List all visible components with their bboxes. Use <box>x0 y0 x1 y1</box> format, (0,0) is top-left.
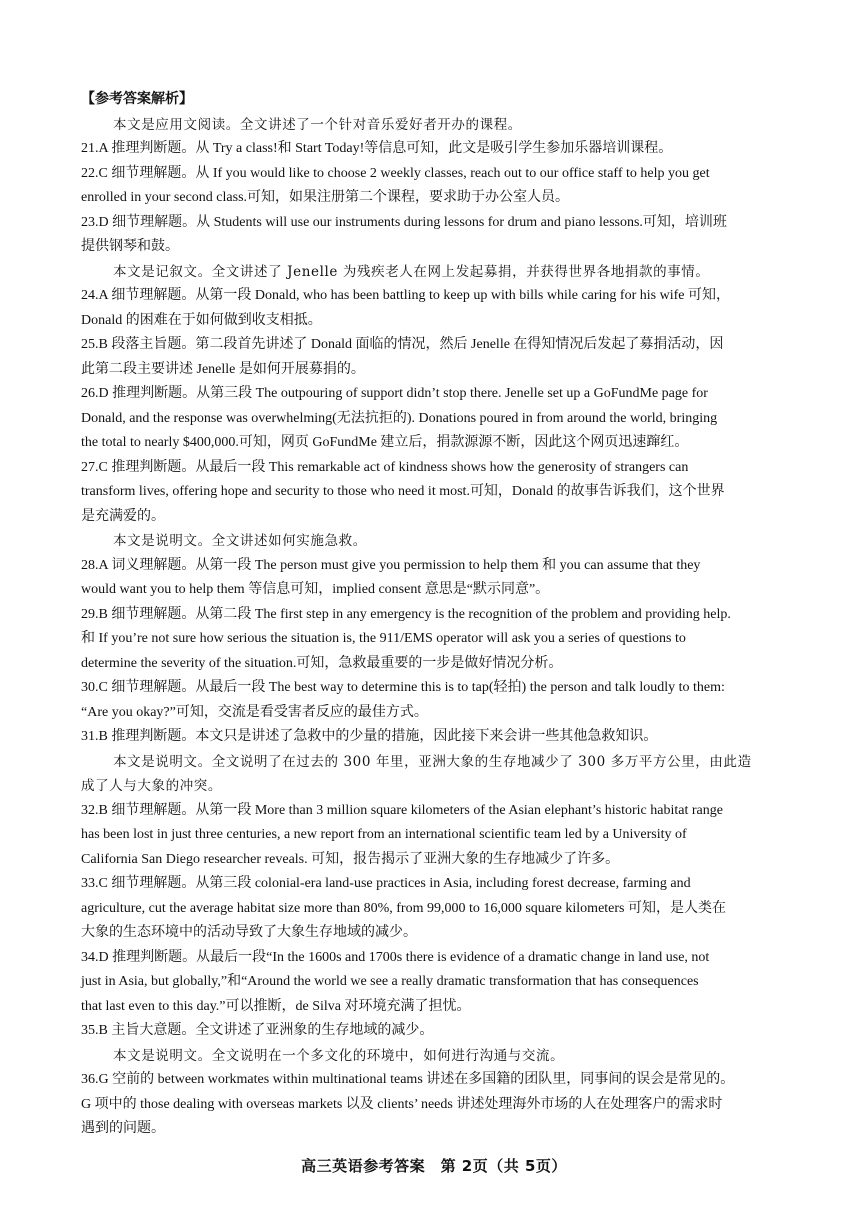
answer-line: 28.A 词义理解题。从第一段 The person must give you permission to help them 和 you can assume that they <box>81 557 701 573</box>
answer-line: 32.B 细节理解题。从第一段 More than 3 million square kilometers of the Asian elephant’s historic habitat range <box>81 802 723 818</box>
answer-line: 27.C 推理判断题。从最后一段 This remarkable act of kindness shows how the generosity of strangers can <box>81 459 689 475</box>
answer-line: 22.C 细节理解题。从 If you would like to choose 2 weekly classes, reach out to our office staff to help you get <box>81 165 710 181</box>
passage-intro: 本文是说明文。全文讲述如何实施急救。 <box>113 533 367 549</box>
answer-line: G 项中的 those dealing with overseas markets 以及 clients’ needs 讲述处理海外市场的人在处理客户的需求时 <box>81 1096 723 1112</box>
passage-intro: 本文是说明文。全文说明在一个多文化的环境中，如何进行沟通与交流。 <box>113 1047 565 1064</box>
answer-line: 和 If you’re not sure how serious the situation is, the 911/EMS operator will ask you a series of questions to <box>81 631 686 646</box>
passage-intro: 成了人与大象的冲突。 <box>81 778 222 794</box>
answer-line: 21.A 推理判断题。从 Try a class!和 Start Today!等信息可知，此文是吸引学生参加乐器培训课程。 <box>81 141 673 156</box>
answer-line: has been lost in just three centuries, a new report from an international scientific team led by a University of <box>81 827 687 842</box>
answer-line: 26.D 推理判断题。从第三段 The outpouring of support didn’t stop there. Jenelle set up a GoFundMe page for <box>81 386 708 401</box>
answer-line: 35.B 主旨大意题。全文讲述了亚洲象的生存地域的减少。 <box>81 1023 434 1038</box>
answer-line: 24.A 细节理解题。从第一段 Donald, who has been battling to keep up with bills while caring for his wife 可知， <box>81 288 730 303</box>
answer-line: determine the severity of the situation.可知，急救最重要的一步是做好情况分析。 <box>81 655 563 671</box>
answer-line: transform lives, offering hope and security to those who need it most.可知，Donald 的故事告诉我们，这个世界 <box>81 484 725 499</box>
answer-line: 23.D 细节理解题。从 Students will use our instruments during lessons for drum and piano lessons.可知，培训班 <box>81 214 727 230</box>
passage-intro: 本文是记叙文。全文讲述了 Jenelle 为残疾老人在网上发起募捐，并获得世界各地捐款的事情。 <box>113 263 710 280</box>
answer-line: would want you to help them 等信息可知，implied consent 意思是“默示同意”。 <box>81 582 550 597</box>
answer-line: 36.G 空前的 between workmates within multinational teams 讲述在多国籍的团队里，同事间的误会是常见的。 <box>81 1072 735 1087</box>
section-heading: 【参考答案解析】 <box>81 92 193 107</box>
answer-line: the total to nearly $400,000.可知，网页 GoFundMe 建立后，捐款源源不断，因此这个网页迅速蹿红。 <box>81 435 689 450</box>
page-footer: 高三英语参考答案 第 2页（共 5页） <box>301 1157 567 1175</box>
answer-line: 大象的生态环境中的活动导致了大象生存地域的减少。 <box>81 925 417 940</box>
answer-line: 34.D 推理判断题。从最后一段“In the 1600s and 1700s there is evidence of a dramatic change in land use, not <box>81 949 710 965</box>
answer-line: 提供钢琴和鼓。 <box>81 239 179 254</box>
answer-line: 30.C 细节理解题。从最后一段 The best way to determine this is to tap(轻拍) the person and talk loudly to them: <box>81 680 725 695</box>
answer-line: Donald 的困难在于如何做到收支相抵。 <box>81 312 322 328</box>
answer-line: agriculture, cut the average habitat size more than 80%, from 99,000 to 16,000 square kilometers 可知，是人类在 <box>81 900 726 916</box>
answer-line: 此第二段主要讲述 Jenelle 是如何开展募捐的。 <box>81 361 365 377</box>
answer-line: 25.B 段落主旨题。第二段首先讲述了 Donald 面临的情况，然后 Jenelle 在得知情况后发起了募捐活动，因 <box>81 337 724 352</box>
answer-line: California San Diego researcher reveals. 可知，报告揭示了亚洲大象的生存地减少了许多。 <box>81 851 620 867</box>
answer-line: Donald, and the response was overwhelming(无法抗拒的). Donations poured in from around the world, bringing <box>81 410 718 426</box>
answer-line: that last even to this day.”可以推断，de Silva 对环境充满了担忧。 <box>81 998 471 1014</box>
passage-intro: 本文是说明文。全文说明了在过去的 300 年里，亚洲大象的生存地减少了 300 多万平方公里，由此造 <box>113 753 752 770</box>
answer-line: 29.B 细节理解题。从第二段 The first step in any emergency is the recognition of the problem and providing help. <box>81 606 731 622</box>
answer-line: “Are you okay?”可知，交流是看受害者反应的最佳方式。 <box>81 704 428 720</box>
answer-line: 33.C 细节理解题。从第三段 colonial-era land-use practices in Asia, including forest decrease, farming and <box>81 876 691 891</box>
answer-line: 遇到的问题。 <box>81 1121 165 1136</box>
answer-line: enrolled in your second class.可知，如果注册第二个课程，要求助于办公室人员。 <box>81 190 570 205</box>
answer-line: just in Asia, but globally,”和“Around the world we see a really dramatic transformation that has consequences <box>81 974 699 989</box>
answer-line: 31.B 推理判断题。本文只是讲述了急救中的少量的措施，因此接下来会讲一些其他急救知识。 <box>81 729 658 744</box>
answer-line: 是充满爱的。 <box>81 508 165 524</box>
passage-intro: 本文是应用文阅读。全文讲述了一个针对音乐爱好者开办的课程。 <box>113 116 522 133</box>
